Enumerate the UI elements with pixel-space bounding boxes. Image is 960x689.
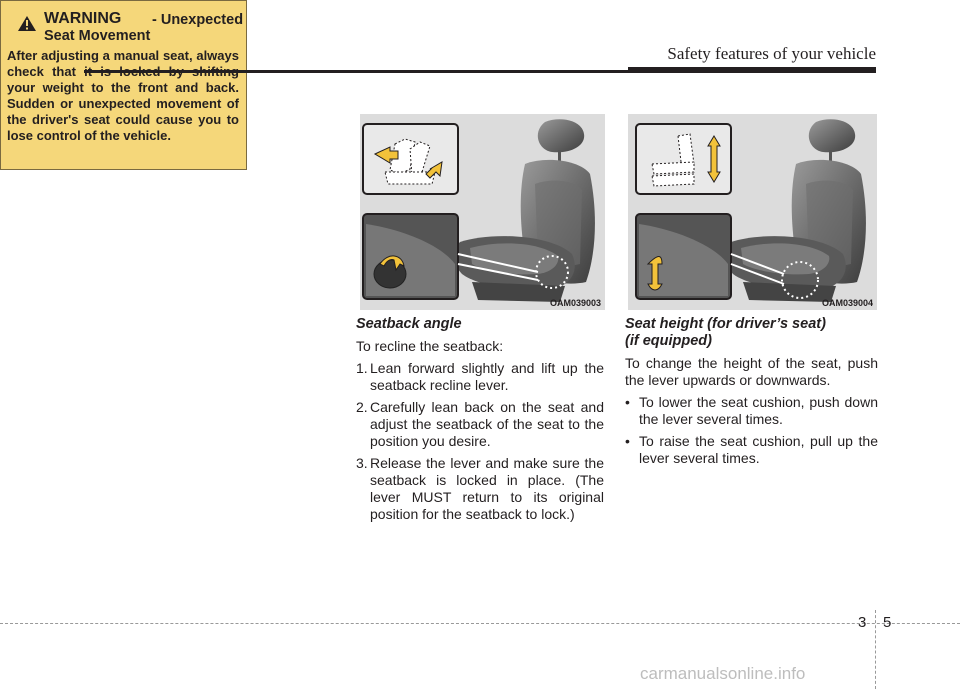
seatback-angle-section (356, 316, 604, 528)
section-intro: To change the height of the seat, push the lever upwards or downwards. (625, 355, 878, 388)
step-text: Lean forward slightly and lift up the seatback recline lever. (370, 360, 604, 393)
chapter-number: 3 (858, 614, 867, 631)
seatback-recline-illustration (360, 114, 605, 310)
section-title: Seat height (for driver’s seat) (625, 316, 826, 332)
footer-divider (875, 610, 876, 689)
step-number: 1. (356, 360, 368, 376)
list-item (356, 399, 604, 450)
figure-code: OAM039003 (549, 298, 601, 308)
warning-text: After adjusting a manual seat, always check that it is locked by shifting your weight to the front and back. Sudden or unexpected movement of the driver's seat could cause you to lose control of the vehicle. (7, 48, 239, 143)
seat-height-illustration (628, 114, 877, 310)
warning-triangle-icon (17, 15, 37, 32)
footer-rule (0, 623, 960, 624)
warning-topic: - Unexpected (152, 12, 244, 28)
seat-illustration-2 (628, 114, 877, 310)
step-number: 2. (356, 399, 368, 415)
seat-height-section (625, 316, 878, 472)
seat-illustration-1 (360, 114, 605, 310)
list-item (356, 455, 604, 523)
warning-label: WARNING (44, 10, 122, 27)
bullet-icon: • (625, 394, 630, 410)
section-title: Seatback angle (356, 316, 462, 332)
bullet-icon: • (625, 433, 630, 449)
step-number: 3. (356, 455, 368, 471)
page-number: 5 (883, 614, 892, 631)
section-title-sub: (if equipped) (625, 333, 712, 349)
list-item (625, 394, 878, 428)
warning-topic-line2: Seat Movement (44, 28, 151, 44)
watermark-text: carmanualsonline.info (640, 664, 806, 683)
step-text: Release the lever and make sure the seatback is locked in place. (The lever MUST return to its original position for the seatback to lock.) (370, 455, 604, 522)
figure-code: OAM039004 (821, 298, 873, 308)
bullet-text: To lower the seat cushion, push down the lever several times. (639, 394, 878, 427)
section-intro: To recline the seatback: (356, 338, 504, 354)
header-rule-accent (628, 67, 876, 73)
header-title: Safety features of your vehicle (667, 44, 876, 63)
bullet-text: To raise the seat cushion, pull up the lever several times. (639, 433, 878, 466)
warning-box (0, 0, 247, 170)
list-item (356, 360, 604, 394)
step-text: Carefully lean back on the seat and adjust the seatback of the seat to the position you desire. (370, 399, 604, 449)
list-item (625, 433, 878, 467)
